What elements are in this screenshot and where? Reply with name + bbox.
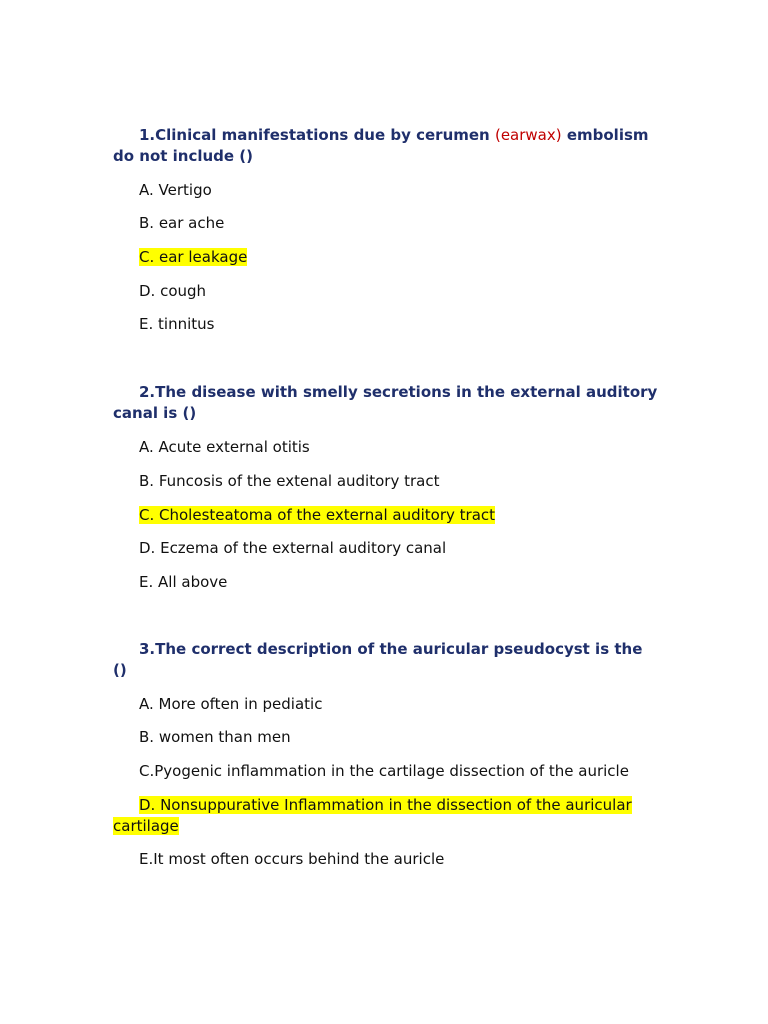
question-1-option-a: A. Vertigo — [139, 181, 212, 199]
question-1-option-e: E. tinnitus — [139, 315, 215, 333]
question-2-option-d: D. Eczema of the external auditory canal — [139, 539, 447, 557]
question-2-option-b: B. Funcosis of the extenal auditory tract — [139, 472, 440, 490]
question-2-option-a: A. Acute external otitis — [139, 438, 310, 456]
question-2-stem: 2.The disease with smelly secretions in the external auditory canal is () — [113, 383, 658, 422]
question-1-stem-start: 1.Clinical manifestations due by cerumen — [139, 126, 495, 144]
question-3-stem: 3.The correct description of the auricular pseudocyst is the () — [113, 640, 643, 679]
question-1-option-b: B. ear ache — [139, 214, 225, 232]
question-2-option-e: E. All above — [139, 573, 228, 591]
question-1-option-c-highlighted: C. ear leakage — [139, 248, 248, 266]
question-1-stem — [113, 125, 658, 166]
question-3-option-d-highlighted: D. Nonsuppurative Inflammation in the dissection of the auricular cartilage — [113, 796, 632, 835]
question-3-option-c: C.Pyogenic inflammation in the cartilage dissection of the auricle — [139, 762, 629, 780]
question-3-option-e: E.It most often occurs behind the auricle — [139, 850, 445, 868]
question-1-stem-end: embolism do not include () — [113, 126, 649, 165]
question-1-stem-aside: (earwax) — [494, 126, 562, 144]
question-3-option-b: B. women than men — [139, 728, 291, 746]
question-3-option-a: A. More often in pediatic — [139, 695, 323, 713]
question-2-option-c-highlighted: C. Cholesteatoma of the external auditory tract — [139, 506, 496, 524]
question-1-option-d: D. cough — [139, 282, 207, 300]
